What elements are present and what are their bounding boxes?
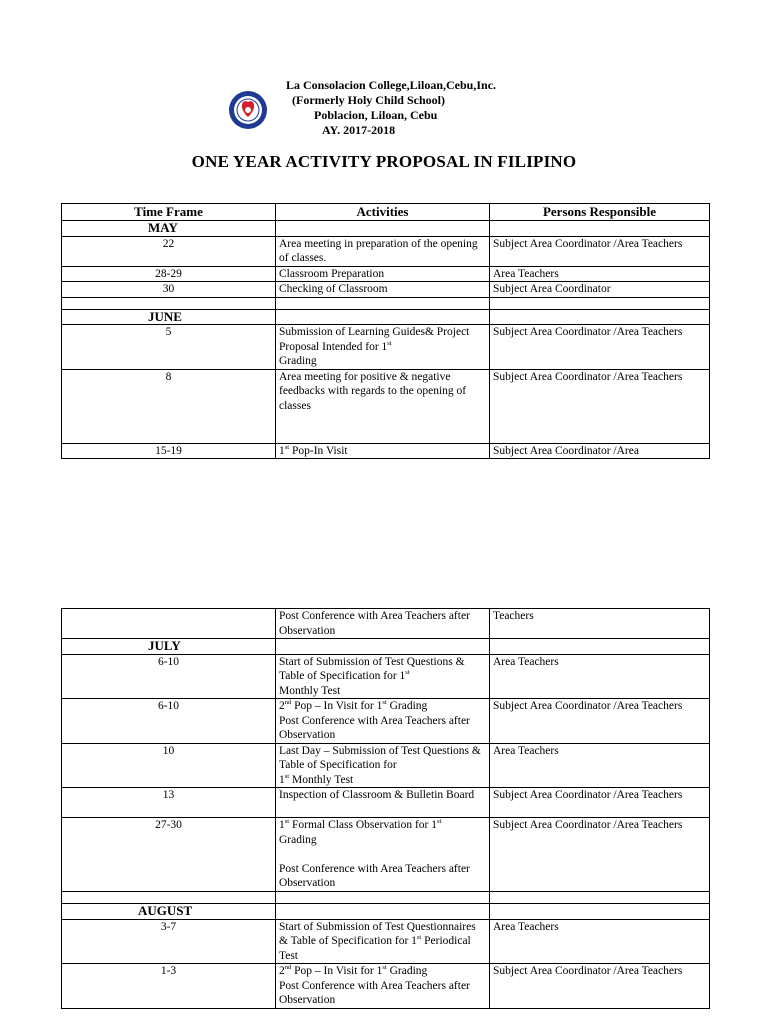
- persons-cell: Subject Area Coordinator /Area Teachers: [490, 788, 710, 818]
- time-frame-cell: [62, 609, 276, 639]
- persons-cell: Subject Area Coordinator: [490, 282, 710, 298]
- col-header-time-frame: Time Frame: [62, 204, 276, 221]
- time-frame-cell: 3-7: [62, 919, 276, 964]
- activity-cell: 2nd Pop – In Visit for 1st Grading Post Conference with Area Teachers after Observation: [276, 699, 490, 744]
- col-header-activities: Activities: [276, 204, 490, 221]
- persons-cell: Subject Area Coordinator /Area Teachers: [490, 325, 710, 370]
- month-row-june: [62, 309, 710, 325]
- persons-cell: Subject Area Coordinator /Area: [490, 443, 710, 459]
- table-row: [62, 654, 710, 699]
- time-frame-cell: 13: [62, 788, 276, 818]
- school-address: Poblacion, Liloan, Cebu: [314, 108, 438, 122]
- time-frame-cell: 10: [62, 743, 276, 788]
- persons-cell: Area Teachers: [490, 743, 710, 788]
- time-frame-cell: 6-10: [62, 654, 276, 699]
- activity-cell: Classroom Preparation: [276, 266, 490, 282]
- school-info: [286, 78, 496, 138]
- table-row: [62, 964, 710, 1009]
- table-row: [62, 266, 710, 282]
- table-row: [62, 609, 710, 639]
- time-frame-cell: 6-10: [62, 699, 276, 744]
- activity-cell: Start of Submission of Test Questionnaires & Table of Specification for 1st Periodical Test: [276, 919, 490, 964]
- time-frame-cell: 15-19: [62, 443, 276, 459]
- activity-cell: 1st Pop-In Visit: [276, 443, 490, 459]
- persons-cell: Area Teachers: [490, 266, 710, 282]
- blank-row: [62, 297, 710, 309]
- time-frame-cell: 1-3: [62, 964, 276, 1009]
- table-row: [62, 788, 710, 818]
- activity-cell: Last Day – Submission of Test Questions & Table of Specification for 1st Monthly Test: [276, 743, 490, 788]
- table-row: [62, 443, 710, 459]
- time-frame-cell: 28-29: [62, 266, 276, 282]
- table-row: [62, 699, 710, 744]
- school-former-name: (Formerly Holy Child School): [292, 93, 445, 107]
- blank-row: [62, 892, 710, 904]
- page-title: ONE YEAR ACTIVITY PROPOSAL IN FILIPINO: [191, 152, 577, 171]
- col-header-persons-responsible: Persons Responsible: [490, 204, 710, 221]
- activity-cell: Post Conference with Area Teachers after Observation: [276, 609, 490, 639]
- table-row: [62, 818, 710, 892]
- time-frame-cell: 22: [62, 236, 276, 266]
- school-seal-logo-icon: [228, 90, 268, 130]
- table-row: [62, 369, 710, 443]
- persons-cell: Subject Area Coordinator /Area Teachers: [490, 964, 710, 1009]
- table-row: [62, 743, 710, 788]
- table-row: [62, 919, 710, 964]
- time-frame-cell: 5: [62, 325, 276, 370]
- persons-cell: Teachers: [490, 609, 710, 639]
- table-row: [62, 325, 710, 370]
- persons-cell: Area Teachers: [490, 654, 710, 699]
- activity-cell: 1st Formal Class Observation for 1st Grading Post Conference with Area Teachers after Observation: [276, 818, 490, 892]
- persons-cell: Subject Area Coordinator /Area Teachers: [490, 818, 710, 892]
- persons-cell: Area Teachers: [490, 919, 710, 964]
- academic-year: AY. 2017-2018: [322, 123, 396, 137]
- activity-cell: Start of Submission of Test Questions & Table of Specification for 1st Monthly Test: [276, 654, 490, 699]
- time-frame-cell: 30: [62, 282, 276, 298]
- activity-cell: Area meeting in preparation of the opening of classes.: [276, 236, 490, 266]
- table-row: [62, 282, 710, 298]
- month-row-august: [62, 904, 710, 920]
- table-row: [62, 236, 710, 266]
- activity-cell: Submission of Learning Guides& Project Proposal Intended for 1st Grading: [276, 325, 490, 370]
- month-label: MAY: [62, 221, 276, 237]
- month-row-july: [62, 639, 710, 655]
- persons-cell: Subject Area Coordinator /Area Teachers: [490, 236, 710, 266]
- school-name: La Consolacion College,Liloan,Cebu,Inc.: [286, 78, 497, 92]
- activity-table-page-2: [61, 608, 710, 1009]
- activity-cell: 2nd Pop – In Visit for 1st Grading Post Conference with Area Teachers after Observation: [276, 964, 490, 1009]
- time-frame-cell: 27-30: [62, 818, 276, 892]
- month-label: AUGUST: [62, 904, 276, 920]
- activity-cell: Checking of Classroom: [276, 282, 490, 298]
- time-frame-cell: 8: [62, 369, 276, 443]
- activity-cell: Area meeting for positive & negative feedbacks with regards to the opening of classes: [276, 369, 490, 443]
- persons-cell: Subject Area Coordinator /Area Teachers: [490, 699, 710, 744]
- persons-cell: Subject Area Coordinator /Area Teachers: [490, 369, 710, 443]
- activity-cell: Inspection of Classroom & Bulletin Board: [276, 788, 490, 818]
- month-label: JULY: [62, 639, 276, 655]
- month-row-may: [62, 221, 710, 237]
- activity-table-page-1: [61, 203, 710, 459]
- table-header-row: [62, 204, 710, 221]
- month-label: JUNE: [62, 309, 276, 325]
